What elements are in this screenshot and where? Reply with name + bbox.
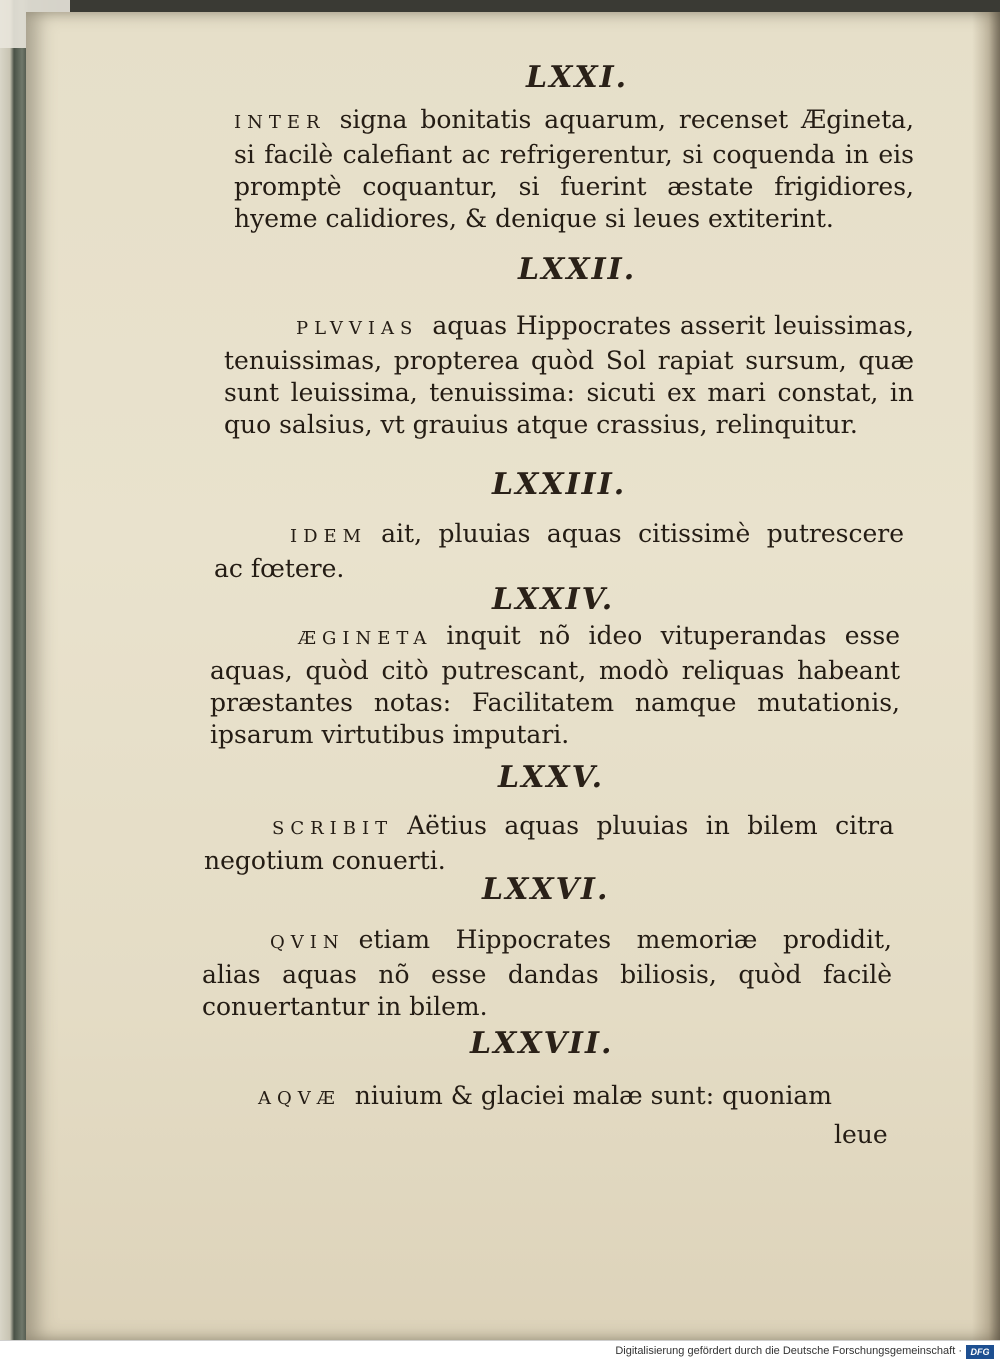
footer-credit: Digitalisierung gefördert durch die Deutsche Forschungsgemeinschaft ·: [615, 1345, 962, 1357]
section-lead-word: QVIN: [270, 932, 345, 953]
section-lead-word: AQVÆ: [258, 1088, 341, 1109]
section-text: Aëtius aquas pluuias in bilem citra negotium conuerti.: [204, 811, 894, 875]
section-lead-word: SCRIBIT: [272, 818, 394, 839]
section-lead-word: IDEM: [290, 526, 368, 547]
section-text: etiam Hippocrates memoriæ prodidit, alias aquas nõ esse dandas biliosis, quòd facilè conuertantur in bilem.: [202, 925, 892, 1021]
section-lead-word: PLVVIAS: [296, 318, 419, 339]
section-paragraph: [204, 810, 894, 877]
section-heading: LXXV.: [498, 760, 605, 795]
section-heading: LXXIII.: [492, 467, 627, 502]
section-lead-word: INTER: [234, 112, 326, 133]
section-heading: LXXII.: [518, 252, 637, 287]
page-text: [26, 12, 1000, 1340]
section-paragraph: [224, 310, 914, 441]
section-text: niuium & glaciei malæ sunt: quoniam: [354, 1081, 832, 1110]
section-paragraph: [210, 620, 900, 751]
section-text: inquit nõ ideo vituperandas esse aquas, quòd citò putrescant, modò reliquas habeant præstantes notas: Facilitatem namque mutationis, ipsarum virtutibus imputari.: [210, 621, 900, 749]
book-page: [26, 12, 1000, 1340]
footer-bar: [0, 1340, 1000, 1364]
section-heading: LXXVI.: [482, 872, 610, 907]
section-lead-word: ÆGINETA: [298, 628, 433, 649]
dfg-logo: DFG: [966, 1345, 994, 1359]
section-text: ait, pluuias aquas citissimè putrescere ac fœtere.: [214, 519, 904, 583]
section-heading: LXXIV.: [492, 582, 615, 617]
section-text: aquas Hippocrates asserit leuissimas, tenuissimas, propterea quòd Sol rapiat sursum, quæ sunt leuissima, tenuissima: sicuti ex mari constat, in quo salsius, vt grauius atque crassius, relinquitur.: [224, 311, 914, 439]
section-heading: LXXVII.: [470, 1026, 614, 1061]
section-paragraph: [258, 1080, 888, 1115]
section-heading: LXXI.: [526, 60, 629, 95]
section-paragraph: [214, 518, 904, 585]
section-paragraph: [234, 104, 914, 235]
section-paragraph: [202, 924, 892, 1023]
section-text: signa bonitatis aquarum, recenset Æginetа, si facilè calefiant ac refrigerentur, si coquenda in eis promptè coquantur, si fuerint æstate frigidiores, hyeme calidiores, & denique si leues extiterint.: [234, 105, 914, 233]
catchword: leue: [834, 1120, 888, 1149]
